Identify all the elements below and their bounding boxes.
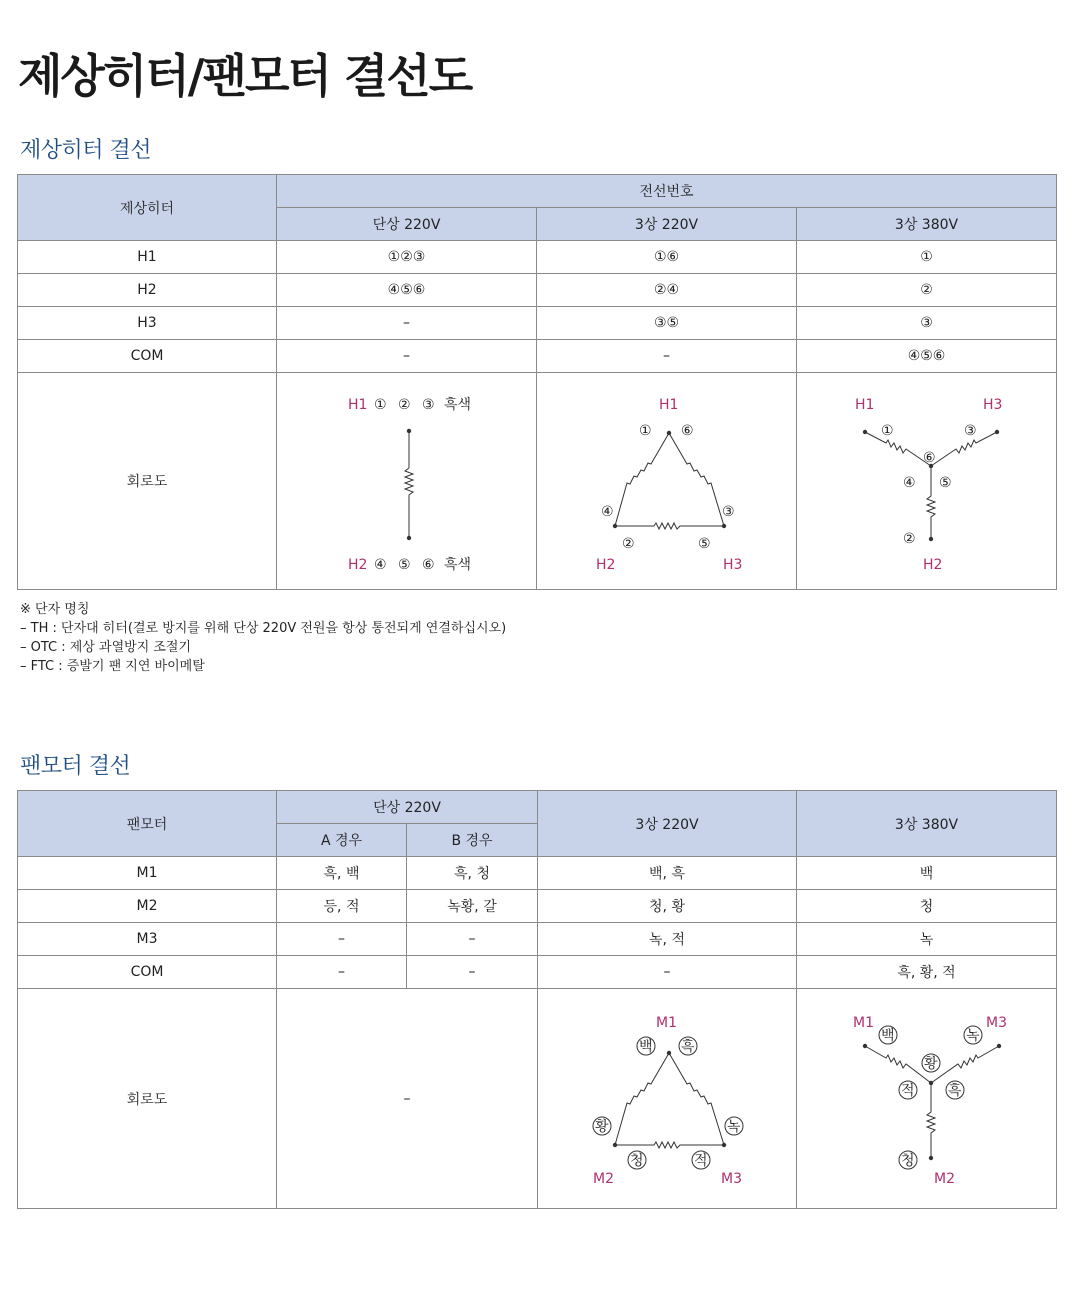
wire-color-label: 백 <box>639 1038 653 1055</box>
wire-number: ① <box>880 422 894 439</box>
terminal-label: M3 <box>721 1170 742 1187</box>
wire-color-label: 흑 <box>947 1082 962 1099</box>
table-row <box>18 274 1057 307</box>
col-case-b: B 경우 <box>407 824 538 857</box>
table-cell: ③⑤ <box>537 307 797 340</box>
wire-number: ⑥ <box>922 449 936 466</box>
wye-circuit-cell <box>797 373 1057 590</box>
heater-wiring-table <box>17 174 1057 590</box>
delta-wire-bottom <box>615 523 724 529</box>
single-phase-circuit-cell <box>277 373 537 590</box>
terminal-dot <box>406 535 410 539</box>
heater-col-header: 제상히터 <box>18 175 277 241</box>
wire-color-label: 황 <box>923 1055 938 1072</box>
table-cell: ① <box>797 241 1057 274</box>
single-phase-circuit-diagram <box>278 374 536 589</box>
circuit-diagram-row <box>18 373 1057 590</box>
row-label: 회로도 <box>18 989 277 1209</box>
fan-col-header: 팬모터 <box>18 791 277 857</box>
row-label: 회로도 <box>18 373 277 590</box>
wire-number: ④ <box>373 556 387 573</box>
col-3phase-220v: 3상 220V <box>538 791 797 857</box>
wire-number: ② <box>621 535 635 552</box>
table-cell: – <box>277 307 537 340</box>
table-cell: 백, 흑 <box>538 857 797 890</box>
table-row <box>18 890 1057 923</box>
fan-section-title: 팬모터 결선 <box>20 754 131 779</box>
note-line: ※ 단자 명칭 <box>20 602 90 617</box>
delta-wire-left <box>615 1053 669 1145</box>
terminal-label: M1 <box>852 1014 874 1031</box>
terminal-label: M3 <box>985 1014 1007 1031</box>
table-cell: 백 <box>797 857 1057 890</box>
table-cell: – <box>277 956 407 989</box>
table-cell: 청, 황 <box>538 890 797 923</box>
table-cell: ②④ <box>537 274 797 307</box>
table-row <box>18 241 1057 274</box>
wye-wire-bottom <box>927 1083 935 1158</box>
fan-wiring-table <box>17 790 1057 1209</box>
fan-delta-circuit-diagram <box>538 990 796 1208</box>
row-label: H3 <box>18 307 277 340</box>
row-label: H2 <box>18 274 277 307</box>
table-cell: 흑, 황, 적 <box>797 956 1057 989</box>
wire-number: ⑥ <box>421 556 435 573</box>
table-row <box>18 857 1057 890</box>
terminal-label: H2 <box>347 556 367 573</box>
terminal-label: H1 <box>658 396 678 413</box>
col-single-220v: 단상 220V <box>277 208 537 241</box>
wire-number: ③ <box>721 503 735 520</box>
table-row <box>18 340 1057 373</box>
wire-number: ③ <box>963 422 977 439</box>
row-label: M1 <box>18 857 277 890</box>
terminal-label: H1 <box>854 396 874 413</box>
fan-wye-circuit-diagram <box>798 990 1056 1208</box>
table-row <box>18 307 1057 340</box>
wire-number-header: 전선번호 <box>277 175 1057 208</box>
row-label: COM <box>18 956 277 989</box>
wire-number: ④ <box>600 503 614 520</box>
table-cell: – <box>277 923 407 956</box>
wire-number: ① <box>373 396 387 413</box>
row-label: M2 <box>18 890 277 923</box>
circuit-diagram-row <box>18 989 1057 1209</box>
wire-number: ② <box>397 396 411 413</box>
wire-number: ⑤ <box>697 535 711 552</box>
wire-color-label: 청 <box>900 1152 915 1169</box>
terminal-label: H1 <box>347 396 367 413</box>
table-cell: ④⑤⑥ <box>797 340 1057 373</box>
terminal-label: M2 <box>933 1170 955 1187</box>
table-cell: 등, 적 <box>277 890 407 923</box>
wire-number: ② <box>902 530 916 547</box>
wire-color-label: 녹 <box>727 1118 741 1135</box>
wire-color-label: 청 <box>630 1152 644 1169</box>
table-cell: 흑, 백 <box>277 857 407 890</box>
table-cell: 녹, 적 <box>538 923 797 956</box>
table-cell: 흑, 청 <box>407 857 538 890</box>
delta-circuit-diagram <box>538 374 796 589</box>
wye-circuit-diagram <box>798 374 1056 589</box>
table-cell: ①②③ <box>277 241 537 274</box>
table-cell: ④⑤⑥ <box>277 274 537 307</box>
terminal-label: H3 <box>722 556 742 573</box>
table-cell: 녹 <box>797 923 1057 956</box>
note-line: – TH : 단자대 히터(결로 방지를 위해 단상 220V 전원을 항상 통전되게 연결하십시오) <box>20 621 507 636</box>
wire-color-label: 적 <box>900 1082 915 1099</box>
wye-wire-bottom <box>927 466 935 539</box>
table-cell: – <box>407 956 538 989</box>
wire-number: ⑤ <box>938 474 952 491</box>
wire-number: ⑤ <box>397 556 411 573</box>
wire-color-label: 흑색 <box>443 396 471 413</box>
wire-color-label: 적 <box>694 1152 708 1169</box>
wire-color-label: 녹 <box>965 1027 980 1044</box>
wire-color-label: 황 <box>595 1118 609 1135</box>
table-cell: – <box>537 340 797 373</box>
single-phase-circuit-cell: – <box>277 989 538 1209</box>
table-row <box>18 923 1057 956</box>
terminal-label: H3 <box>982 396 1002 413</box>
terminal-notes <box>20 600 506 676</box>
row-label: COM <box>18 340 277 373</box>
wye-wire-left <box>865 1046 931 1083</box>
table-cell: 청 <box>797 890 1057 923</box>
resistor-symbol <box>405 468 413 495</box>
table-cell: ③ <box>797 307 1057 340</box>
wire-number: ① <box>638 422 652 439</box>
row-label: H1 <box>18 241 277 274</box>
table-cell: 녹황, 갈 <box>407 890 538 923</box>
delta-wire-right <box>669 1053 724 1145</box>
col-single-220v: 단상 220V <box>277 791 538 824</box>
wye-wire-left <box>865 432 931 466</box>
table-cell: – <box>538 956 797 989</box>
table-cell: – <box>407 923 538 956</box>
table-row <box>18 956 1057 989</box>
table-cell: ② <box>797 274 1057 307</box>
delta-wire-bottom <box>615 1142 724 1148</box>
col-case-a: A 경우 <box>277 824 407 857</box>
wire-color-label: 백 <box>880 1027 895 1044</box>
delta-wire-right <box>669 433 724 526</box>
note-line: – OTC : 제상 과열방지 조절기 <box>20 640 192 655</box>
terminal-label: H2 <box>922 556 942 573</box>
row-label: M3 <box>18 923 277 956</box>
delta-circuit-cell <box>538 989 797 1209</box>
note-line: – FTC : 증발기 팬 지연 바이메탈 <box>20 659 205 674</box>
table-cell: – <box>277 340 537 373</box>
table-cell: ①⑥ <box>537 241 797 274</box>
wire-number: ③ <box>421 396 435 413</box>
wire-number: ④ <box>902 474 916 491</box>
delta-wire-left <box>615 433 669 526</box>
wye-wire-right <box>931 1046 999 1083</box>
page-title: 제상히터/팬모터 결선도 <box>18 49 472 103</box>
wye-circuit-cell <box>797 989 1057 1209</box>
terminal-label: H2 <box>595 556 615 573</box>
heater-section-title: 제상히터 결선 <box>20 138 152 163</box>
col-3phase-380v: 3상 380V <box>797 791 1057 857</box>
wire-color-label: 흑 <box>681 1038 695 1055</box>
terminal-label: M1 <box>656 1014 677 1031</box>
wire-color-label: 흑색 <box>443 556 471 573</box>
col-3phase-380v: 3상 380V <box>797 208 1057 241</box>
delta-circuit-cell <box>537 373 797 590</box>
terminal-label: M2 <box>593 1170 614 1187</box>
wire-number: ⑥ <box>680 422 694 439</box>
col-3phase-220v: 3상 220V <box>537 208 797 241</box>
